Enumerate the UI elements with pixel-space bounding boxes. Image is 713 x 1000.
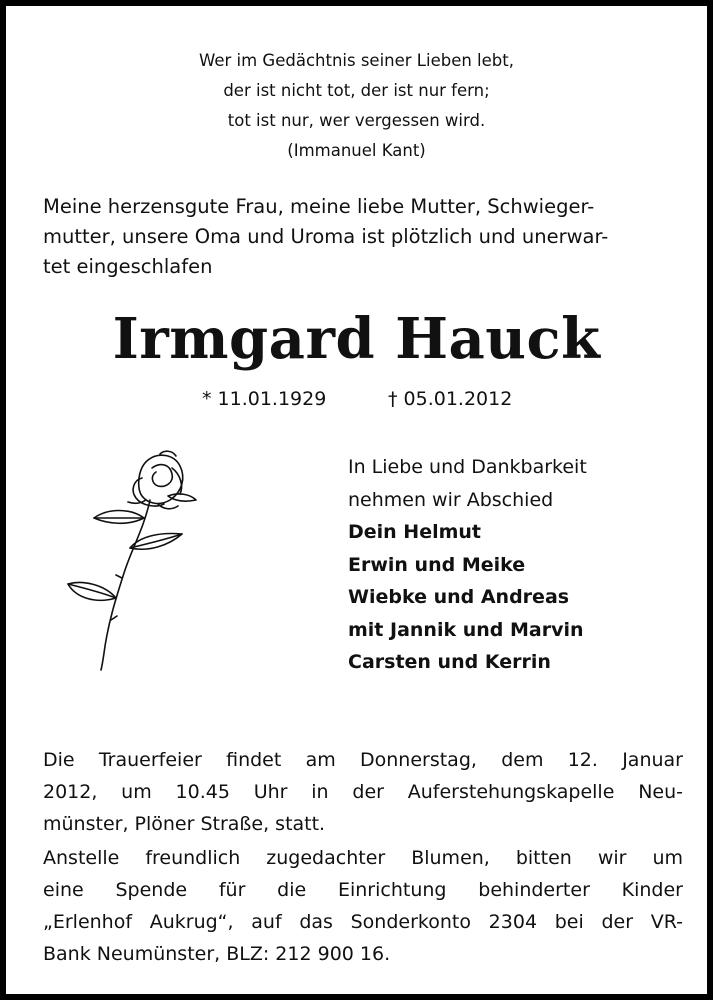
kant-quote xyxy=(6,46,707,166)
ceremony-line: münster, Plöner Straße, statt. xyxy=(43,813,326,835)
donation-text xyxy=(43,842,683,970)
quote-line: der ist nicht tot, der ist nur fern; xyxy=(223,81,490,100)
death-date: † 05.01.2012 xyxy=(388,388,513,410)
intro-text xyxy=(43,192,683,282)
mourner-name: Wiebke und Andreas xyxy=(348,586,570,608)
donation-line: „Erlenhof Aukrug“, auf das Sonderkonto 2304 bei der VR- xyxy=(43,911,683,933)
mourners-line: nehmen wir Abschied xyxy=(348,488,554,511)
deceased-name: Irmgard Hauck xyxy=(112,306,601,372)
mourner-name: Dein Helmut xyxy=(348,521,482,543)
mourner-name: Erwin und Meike xyxy=(348,553,526,576)
quote-author: (Immanuel Kant) xyxy=(287,141,426,160)
ceremony-text xyxy=(43,744,683,840)
ceremony-line: Die Trauerfeier findet am Donnerstag, dem 12. Januar xyxy=(43,749,683,771)
mourners-block xyxy=(348,451,587,679)
quote-line: tot ist nur, wer vergessen wird. xyxy=(227,111,486,130)
donation-line: eine Spende für die Einrichtung behinderter Kinder xyxy=(43,879,683,901)
donation-line: Anstelle freundlich zugedachter Blumen, bitten wir um xyxy=(43,847,683,869)
mourner-name: mit Jannik und Marvin xyxy=(348,618,584,641)
donation-line: Bank Neumünster, BLZ: 212 900 16. xyxy=(43,943,391,965)
ceremony-line: 2012, um 10.45 Uhr in der Auferstehungskapelle Neu- xyxy=(43,781,683,803)
intro-line: Meine herzensgute Frau, meine liebe Mutter, Schwieger- xyxy=(43,195,595,218)
quote-line: Wer im Gedächtnis seiner Lieben lebt, xyxy=(199,51,514,70)
rose-icon xyxy=(64,448,204,678)
mourners-line: In Liebe und Dankbarkeit xyxy=(348,456,587,478)
intro-line: tet eingeschlafen xyxy=(43,255,213,278)
birth-date: * 11.01.1929 xyxy=(202,388,327,410)
intro-line: mutter, unsere Oma und Uroma ist plötzlich und unerwar- xyxy=(43,225,609,248)
mourner-name: Carsten und Kerrin xyxy=(348,651,551,673)
